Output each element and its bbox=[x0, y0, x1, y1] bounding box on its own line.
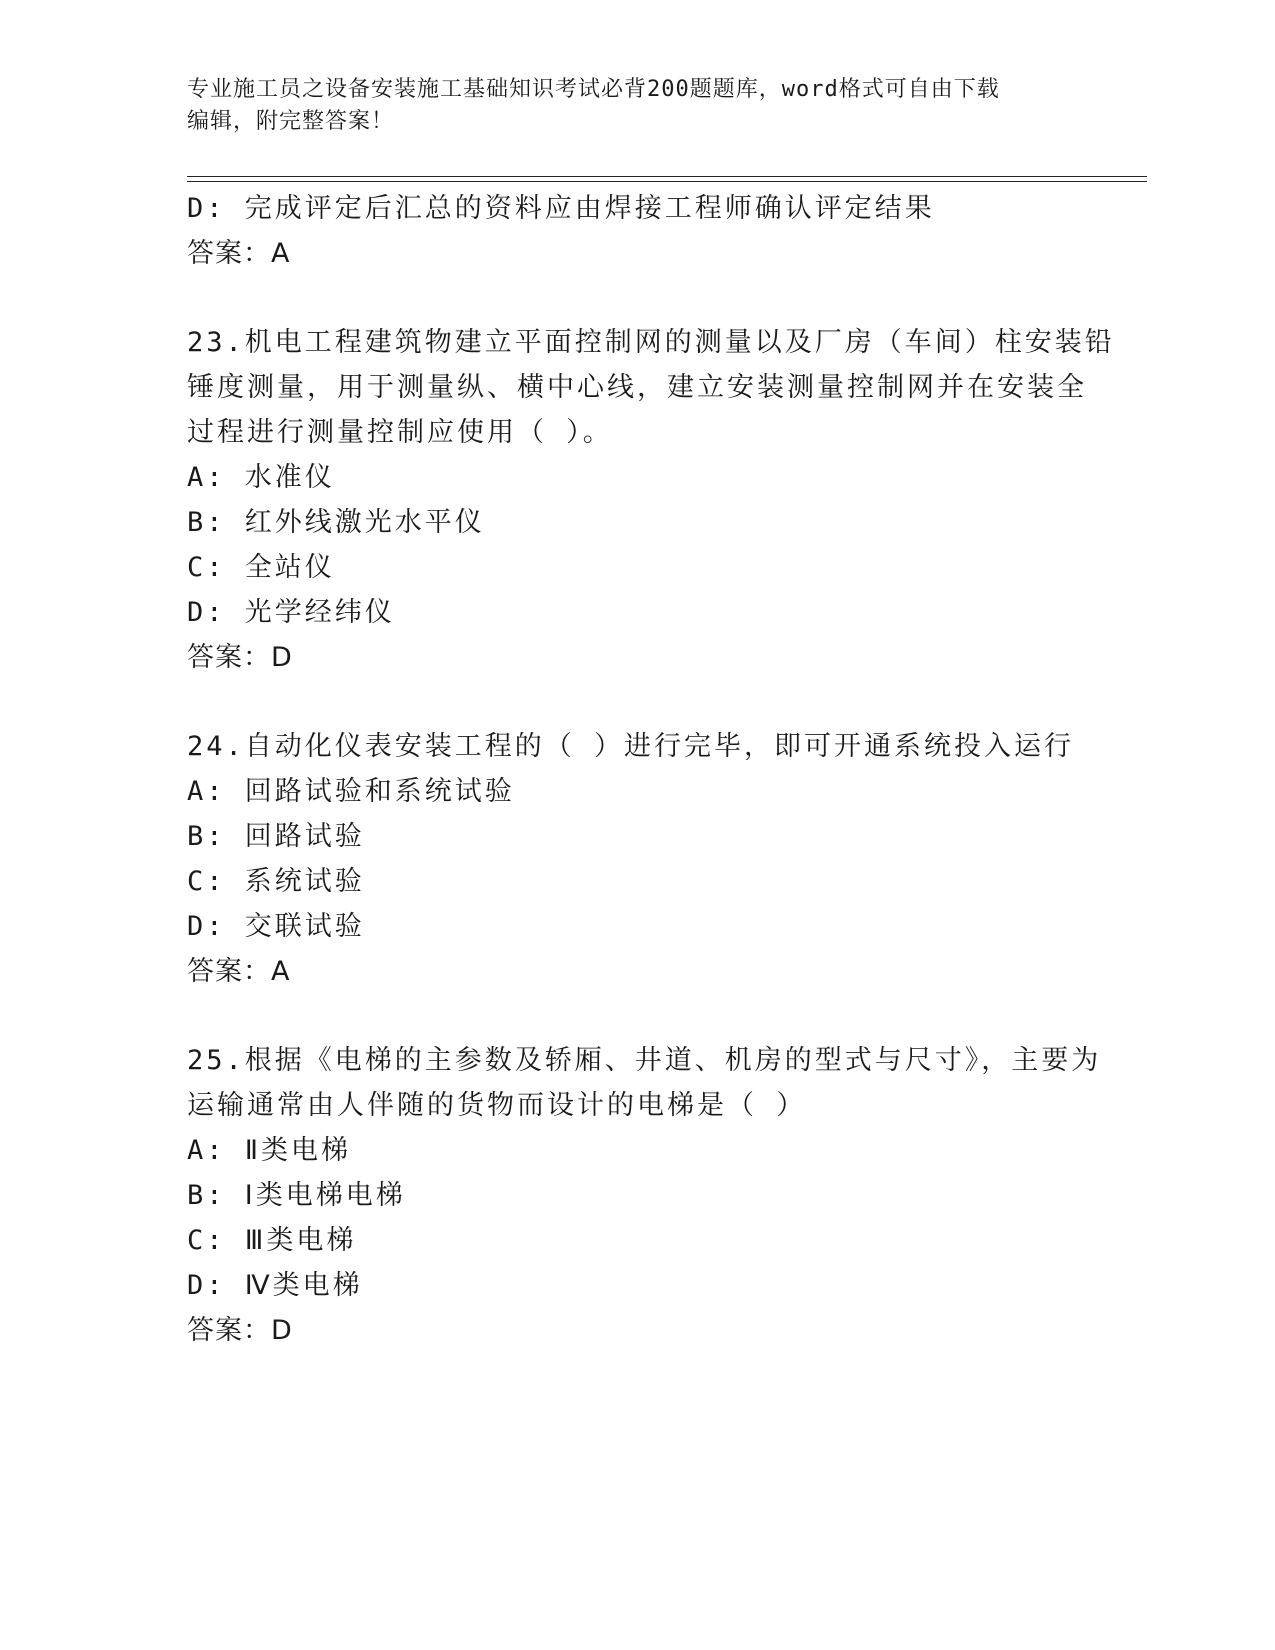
answer-line: 答案：D bbox=[187, 642, 293, 673]
option-c: C: 系统试验 bbox=[187, 866, 365, 897]
option-d: D: Ⅳ类电梯 bbox=[187, 1270, 363, 1301]
question-spacer bbox=[187, 276, 1087, 320]
header-title-line-1: 专业施工员之设备安装施工基础知识考试必背200题题库，word格式可自由下载 bbox=[187, 77, 1000, 102]
document-header bbox=[187, 74, 1077, 138]
option-b: B: Ⅰ类电梯电梯 bbox=[187, 1180, 406, 1211]
question-stem-line: 过程进行测量控制应使用（ ）。 bbox=[187, 417, 613, 448]
option-c: C: 全站仪 bbox=[187, 552, 335, 583]
previous-question-answer: 答案：A bbox=[187, 238, 291, 269]
answer-line: 答案：A bbox=[187, 956, 291, 987]
question-stem-line: 运输通常由人伴随的货物而设计的电梯是（ ） bbox=[187, 1090, 807, 1121]
header-title-line-2: 编辑，附完整答案！ bbox=[187, 109, 395, 134]
option-a: A: 回路试验和系统试验 bbox=[187, 776, 515, 807]
question-spacer bbox=[187, 680, 1087, 724]
question-23 bbox=[187, 320, 1115, 680]
question-stem-line: 24.自动化仪表安装工程的（ ）进行完毕，即可开通系统投入运行 bbox=[187, 731, 1075, 762]
header-divider-top bbox=[187, 176, 1147, 177]
question-spacer bbox=[187, 994, 1087, 1038]
option-d: D: 光学经纬仪 bbox=[187, 597, 395, 628]
question-content bbox=[187, 186, 1115, 1353]
option-b: B: 红外线激光水平仪 bbox=[187, 507, 485, 538]
question-25 bbox=[187, 1038, 1102, 1353]
option-a: A: Ⅱ类电梯 bbox=[187, 1135, 352, 1166]
option-c: C: Ⅲ类电梯 bbox=[187, 1225, 357, 1256]
option-d: D: 交联试验 bbox=[187, 911, 365, 942]
answer-line: 答案：D bbox=[187, 1315, 293, 1346]
question-stem-line: 锤度测量，用于测量纵、横中心线，建立安装测量控制网并在安装全 bbox=[187, 372, 1087, 403]
option-b: B: 回路试验 bbox=[187, 821, 365, 852]
question-stem-line: 23.机电工程建筑物建立平面控制网的测量以及厂房（车间）柱安装铅 bbox=[187, 327, 1115, 358]
previous-question-option-d: D: 完成评定后汇总的资料应由焊接工程师确认评定结果 bbox=[187, 193, 935, 224]
question-stem-line: 25.根据《电梯的主参数及轿厢、井道、机房的型式与尺寸》，主要为 bbox=[187, 1045, 1102, 1076]
question-24 bbox=[187, 724, 1087, 994]
option-a: A: 水准仪 bbox=[187, 462, 335, 493]
header-divider-bottom bbox=[187, 181, 1147, 182]
